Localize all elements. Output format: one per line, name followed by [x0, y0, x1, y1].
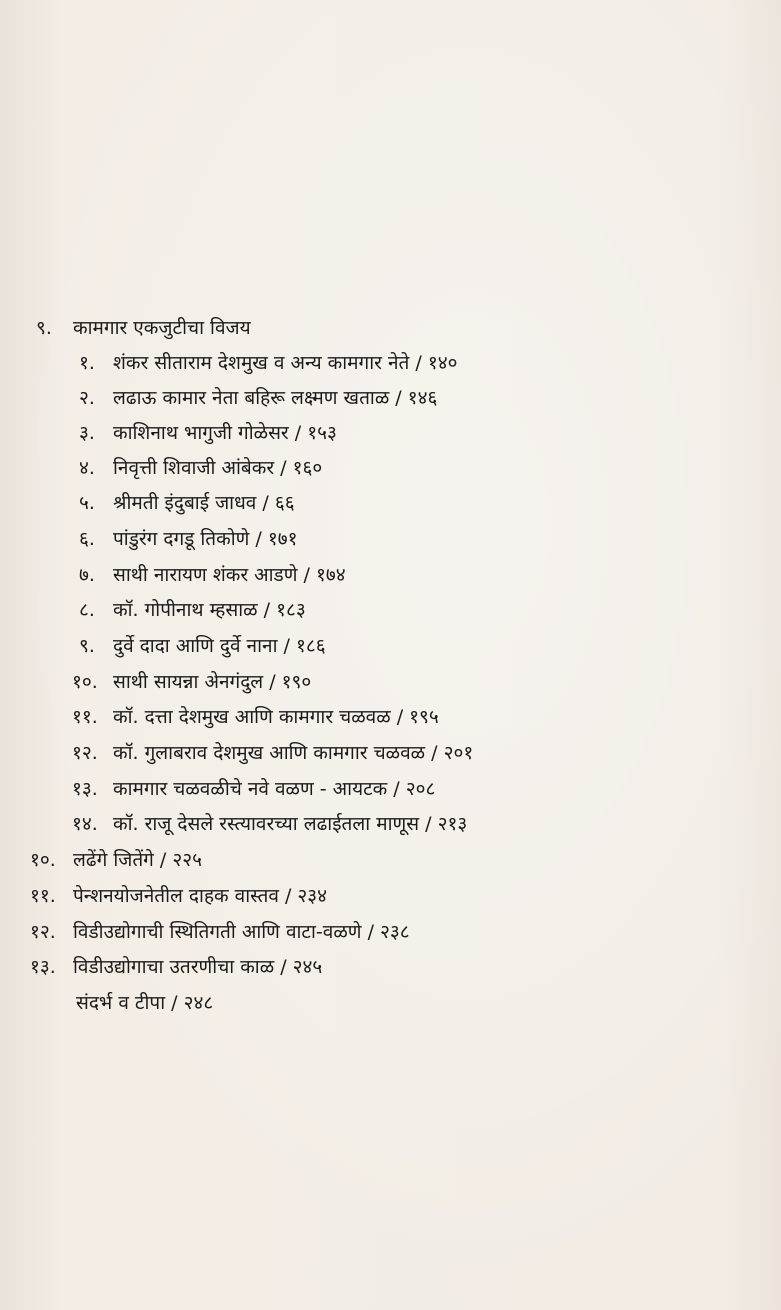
- entry-number: ९.: [79, 635, 95, 657]
- entry-title: पांडुरंग दगडू तिकोणे / १७१: [113, 528, 298, 550]
- chapter-title: पेन्शनयोजनेतील दाहक वास्तव / २३४: [73, 885, 328, 907]
- chapter-number: ९.: [36, 317, 52, 339]
- chapter-number: १०.: [30, 849, 56, 871]
- entry-title: दुर्वे दादा आणि दुर्वे नाना / १८६: [113, 635, 326, 657]
- entry-title: साथी नारायण शंकर आडणे / १७४: [113, 564, 346, 586]
- entry-title: कॉ. राजू देसले रस्त्यावरच्या लढाईतला माणूस / २१३: [113, 813, 468, 835]
- chapter-title: कामगार एकजुटीचा विजय: [73, 317, 251, 339]
- entry-number: ४.: [79, 457, 95, 479]
- entry-number: २.: [79, 387, 95, 409]
- entry-title: कामगार चळवळीचे नवे वळण - आयटक / २०८: [113, 778, 436, 800]
- entry-number: १२.: [72, 742, 98, 764]
- entry-number: १४.: [72, 813, 98, 835]
- entry-title: कॉ. दत्ता देशमुख आणि कामगार चळवळ / १९५: [113, 706, 439, 728]
- entry-title: साथी सायन्ना अेनगंदुल / १९०: [113, 671, 312, 693]
- entry-title: श्रीमती इंदुबाई जाधव / ६६: [113, 492, 295, 514]
- entry-number: ७.: [79, 564, 95, 586]
- entry-title: कॉ. गुलाबराव देशमुख आणि कामगार चळवळ / २०१: [113, 742, 474, 764]
- chapter-number: ११.: [30, 885, 56, 907]
- chapter-number: १३.: [30, 956, 56, 978]
- entry-number: १.: [79, 352, 95, 374]
- entry-number: ८.: [79, 599, 95, 621]
- entry-title: निवृत्ती शिवाजी आंबेकर / १६०: [113, 457, 323, 479]
- chapter-title: लढेंगे जितेंगे / २२५: [73, 849, 202, 871]
- entry-number: ११.: [72, 706, 98, 728]
- chapter-title: विडीउद्योगाची स्थितिगती आणि वाटा-वळणे / २३८: [73, 921, 410, 943]
- entry-number: १३.: [72, 778, 98, 800]
- entry-title: काशिनाथ भागुजी गोळेसर / १५३: [113, 422, 337, 444]
- chapter-number: १२.: [30, 921, 56, 943]
- entry-number: १०.: [72, 671, 98, 693]
- entry-number: ६.: [79, 528, 95, 550]
- entry-title: कॉ. गोपीनाथ म्हसाळ / १८३: [113, 599, 306, 621]
- entry-title: लढाऊ कामार नेता बहिरू लक्ष्मण खताळ / १४६: [113, 387, 438, 409]
- entry-number: ५.: [79, 492, 95, 514]
- entry-title: शंकर सीताराम देशमुख व अन्य कामगार नेते / १४०: [113, 352, 458, 374]
- chapter-title: विडीउद्योगाचा उतरणीचा काळ / २४५: [73, 956, 323, 978]
- entry-number: ३.: [79, 422, 95, 444]
- references-title: संदर्भ व टीपा / २४८: [76, 992, 214, 1014]
